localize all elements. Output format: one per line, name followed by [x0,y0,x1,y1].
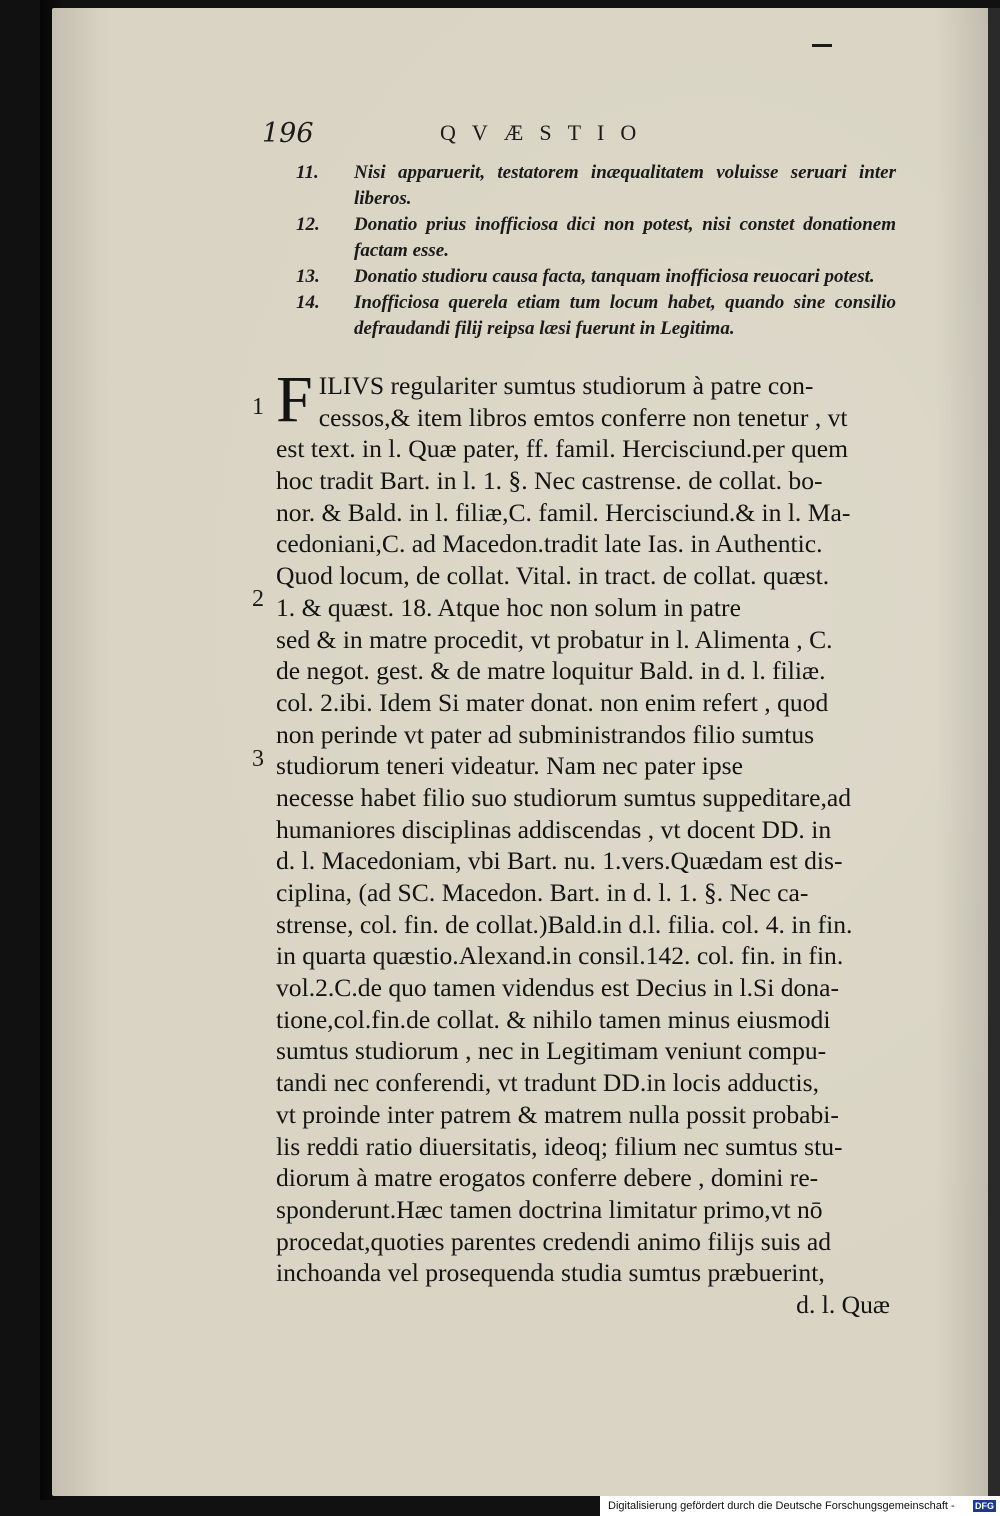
summary-item-number: 14. [296,292,320,313]
summary-item-text: Donatio prius inofficiosa dici non potest, nisi constet donationem factam esse. [354,214,896,261]
text-line: est text. in l. Quæ pater, ff. famil. Hercisciund.per quem [276,434,849,464]
summary-item-text: Inofficiosa querela etiam tum locum habet, quando sine consilio defraudandi filij reipsa læsi fuerunt in Legitima. [354,292,896,339]
text-line: sed & in matre procedit, vt probatur in l. Alimenta , C. [276,624,833,654]
summary-item-number: 12. [296,214,320,235]
text-line: col. 2.ibi. Idem Si mater donat. non enim refert , quod [276,687,829,717]
text-line: nor. & Bald. in l. filiæ,C. famil. Hercisciund.& in l. Ma- [276,497,851,527]
text-line: vol.2.C.de quo tamen videndus est Decius in l.Si dona- [276,973,839,1003]
text-line: humaniores disciplinas addiscendas , vt docent DD. in [276,814,832,844]
page-edge [988,8,1000,1496]
text-line: cessos,& item libros emtos conferre non tenetur , vt [318,402,848,432]
text-line: 1. & quæst. 18. Atque hoc non solum in patre [276,592,741,622]
digitization-footer [600,1496,1000,1516]
top-rule-mark [812,44,832,47]
text-line: in quarta quæstio.Alexand.in consil.142. col. fin. in fin. [276,941,844,971]
text-line: non perinde vt pater ad subministrandos filio sumtus [276,719,815,749]
text-line: sumtus studiorum , nec in Legitimam veniunt compu- [276,1036,827,1066]
catchword: d. l. Quæ [796,1289,890,1319]
summary-list [296,160,896,342]
body-text [276,363,892,1321]
text-line: tandi nec conferendi, vt tradunt DD.in locis adductis, [276,1068,820,1098]
text-line: hoc tradit Bart. in l. 1. §. Nec castrense. de collat. bo- [276,466,823,496]
summary-item-number: 13. [296,266,320,287]
summary-item-number: 11. [296,162,319,183]
text-line: cedoniani,C. ad Macedon.tradit late Ias. in Authentic. [276,529,823,559]
text-line: ciplina, (ad SC. Macedon. Bart. in d. l. 1. §. Nec ca- [276,878,809,907]
summary-item-text: Donatio studioru causa facta, tanquam inofficiosa reuocari potest. [354,266,875,287]
drop-cap: F [276,363,313,436]
text-line: ILIVS regulariter sumtus studiorum à patre con- [318,371,814,400]
text-line: necesse habet filio suo studiorum sumtus suppeditare,ad [276,782,852,812]
summary-item-text: Nisi apparuerit, testatorem inæqualitatem voluisse seruari inter liberos. [354,162,896,209]
text-line: d. l. Macedoniam, vbi Bart. nu. 1.vers.Quædam est dis- [276,846,843,876]
text-line: lis reddi ratio diuersitatis, ideoq; filium nec sumtus stu- [276,1131,843,1161]
dfg-logo: DFG [975,1501,994,1511]
summary-item [296,264,896,290]
page-number: 196 [262,118,314,149]
text-line: strense, col. fin. de collat.)Bald.in d.l. filia. col. 4. in fin. [276,909,853,939]
running-head: QVÆSTIO [440,120,653,145]
summary-item [296,212,896,264]
summary-item [296,160,896,212]
funding-credit: Digitalisierung gefördert durch die Deutsche Forschungsgemeinschaft - [608,1500,955,1512]
text-line: Quod locum, de collat. Vital. in tract. de collat. quæst. [276,561,830,591]
text-line: procedat,quoties parentes credendi animo filijs suis ad [276,1226,832,1256]
text-line: studiorum teneri videatur. Nam nec pater ipse [276,751,743,781]
text-line: sponderunt.Hæc tamen doctrina limitatur primo,vt nō [276,1194,823,1224]
text-line: vt proinde inter patrem & matrem nulla possit probabi- [276,1099,839,1129]
text-line: tione,col.fin.de collat. & nihilo tamen minus eiusmodi [276,1004,831,1034]
text-line: diorum à matre erogatos conferre debere , domini re- [276,1163,819,1193]
text-line: inchoanda vel prosequenda studia sumtus præbuerint, [276,1258,825,1288]
margin-number: 3 [252,746,264,772]
margin-number: 2 [252,586,264,612]
text-line: de negot. gest. & de matre loquitur Bald. in d. l. filiæ. [276,656,826,686]
summary-item [296,290,896,342]
margin-number: 1 [252,394,264,420]
